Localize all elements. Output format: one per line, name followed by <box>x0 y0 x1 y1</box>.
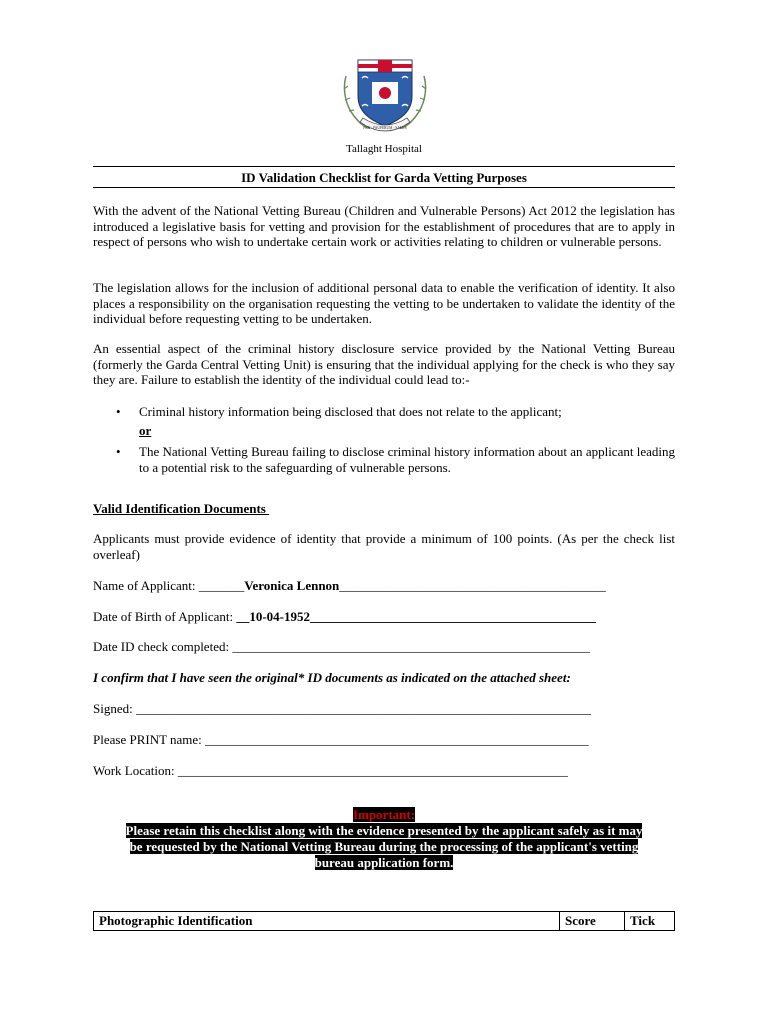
work-location-field <box>93 763 568 779</box>
table-header-row <box>94 912 675 931</box>
title-rule-bottom <box>93 187 675 188</box>
tick-column-header: Tick <box>625 912 675 931</box>
applicant-name-field <box>93 578 606 594</box>
signed-field <box>93 701 591 717</box>
applicant-name-value: Veronica Lennon <box>244 578 340 593</box>
intro-paragraph-3: An essential aspect of the criminal history disclosure service provided by the National Vetting Bureau (formerly the Garda Central Vetting Unit) is ensuring that the individual applying for the check is who they say they are. Failure to establish the identity of the individual could lead to:- <box>93 341 675 387</box>
intro-paragraph-2: The legislation allows for the inclusion of additional personal data to enable the verification of identity. It also places a responsibility on the organisation requesting the vetting to be undertaken to validate the identity of the individual before requesting vetting to be undertaken. <box>93 280 675 326</box>
important-label: Important: <box>352 807 416 822</box>
field-underline: ____________________________________________________________ <box>177 763 568 778</box>
date-of-birth-field <box>93 609 596 625</box>
important-text-line: be requested by the National Vetting Bureau during the processing of the applicant's vetting <box>129 839 639 854</box>
or-separator: or <box>139 423 152 438</box>
field-underline: ___________________________________________________________ <box>205 732 589 747</box>
photographic-id-table <box>93 911 675 931</box>
field-underline: _______ <box>198 578 245 593</box>
field-label: Signed: <box>93 701 136 716</box>
field-label: Please PRINT name: <box>93 732 206 747</box>
date-of-birth-value: __10-04-1952 <box>236 609 311 624</box>
intro-paragraph-1: With the advent of the National Vetting Bureau (Children and Vulnerable Persons) Act 2012 the legislation has introduced a legislative basis for vetting and provision for the establishment of procedures that are to apply in respect of persons who wish to undertake certain work or activities relating to children or vulnerable persons. <box>93 203 675 249</box>
field-label: Date ID check completed: <box>93 639 233 654</box>
print-name-field <box>93 732 589 748</box>
confirmation-statement: I confirm that I have seen the original* ID documents as indicated on the attached sheet: <box>93 670 571 685</box>
valid-documents-heading: Valid Identification Documents <box>93 501 270 516</box>
bullet-text: Criminal history information being disclosed that does not relate to the applicant; <box>139 404 562 419</box>
hospital-crest-logo <box>340 56 430 142</box>
svg-text:PAX · PAUPERUM · SALUS: PAX · PAUPERUM · SALUS <box>363 126 407 130</box>
title-rule-top <box>93 166 675 167</box>
valid-documents-text: Applicants must provide evidence of identity that provide a minimum of 100 points. (As per the check list overleaf) <box>93 531 675 562</box>
id-check-date-field <box>93 639 590 655</box>
bullet-text: The National Vetting Bureau failing to disclose criminal history information about an applicant leading to a potential risk to the safeguarding of vulnerable persons. <box>139 444 675 475</box>
document-title: ID Validation Checklist for Garda Vetting Purposes <box>241 170 527 185</box>
bullet-icon: • <box>116 444 121 459</box>
field-label: Work Location: <box>93 763 178 778</box>
bullet-icon: • <box>116 404 121 419</box>
score-column-header: Score <box>560 912 625 931</box>
field-label: Date of Birth of Applicant: <box>93 609 237 624</box>
field-label: Name of Applicant: <box>93 578 199 593</box>
important-notice <box>93 807 675 871</box>
field-underline: ____________________________________________ <box>310 609 597 624</box>
field-underline: ______________________________________________________________________ <box>135 701 591 716</box>
hospital-name: Tallaght Hospital <box>346 143 422 155</box>
important-text-line: bureau application form. <box>314 855 454 870</box>
field-underline: _________________________________________ <box>339 578 606 593</box>
field-underline: _______________________________________________________ <box>232 639 590 654</box>
important-text-line: Please retain this checklist along with the evidence presented by the applicant safely as it may <box>125 823 643 838</box>
photo-id-column-header: Photographic Identification <box>94 912 560 931</box>
